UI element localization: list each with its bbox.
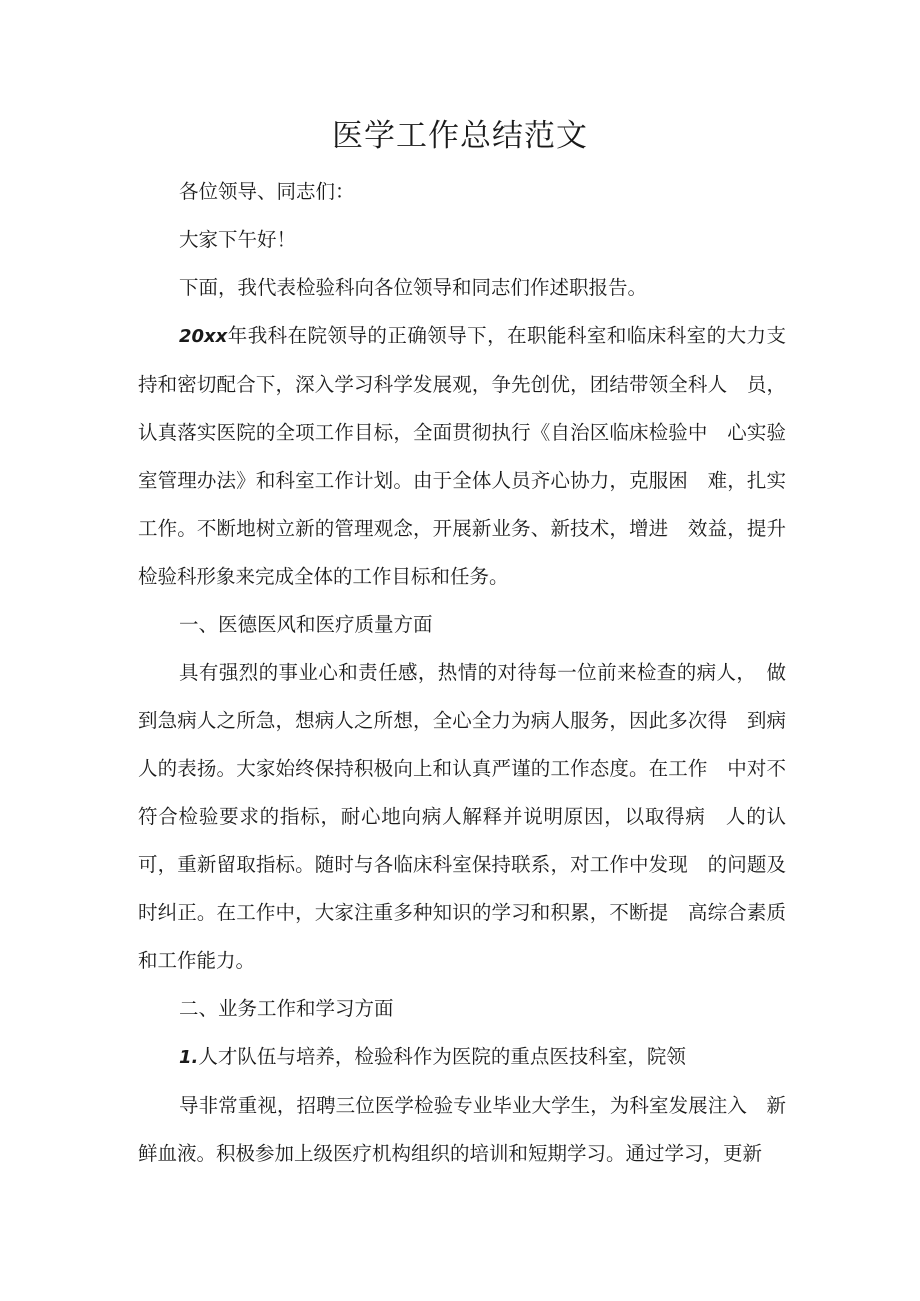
list-item-talent-text: 人才队伍与培养，检验科作为医院的重点医技科室，院领 bbox=[198, 1045, 686, 1068]
salutation-line: 大家下午好！ bbox=[179, 228, 297, 251]
section-heading-medical-ethics: 一、医德医风和医疗质量方面 bbox=[179, 613, 433, 636]
section-heading-business-study: 二、业务工作和学习方面 bbox=[179, 997, 394, 1020]
document-body bbox=[138, 168, 786, 1178]
year-label: 20xx bbox=[179, 326, 228, 347]
greeting-line: 各位领导、同志们： bbox=[179, 180, 355, 203]
item-number: 1. bbox=[179, 1047, 199, 1068]
list-item-talent bbox=[138, 1033, 786, 1082]
intro-paragraph: 下面，我代表检验科向各位领导和同志们作述职报告。 bbox=[179, 276, 648, 299]
paragraph-summary-text: 年我科在院领导的正确领导下，在职能科室和临床科室的大力支持和密切配合下，深入学习科学发展观，争先创优，团结带领全科人 员，认真落实医院的全项工作目标，全面贯彻执行《自治区临床检验中 心实验室管理办法》和科室工作计划。由于全体人员齐心协力，克服困 难，扎实工作。不断地树立新的管理观念，开展新业务、新技术，增进 效益，提升检验科形象来完成全体的工作目标和任务。 bbox=[138, 324, 786, 588]
document-title: 医学工作总结范文 bbox=[332, 118, 588, 154]
paragraph-summary bbox=[138, 312, 786, 601]
paragraph-medical-ethics: 具有强烈的事业心和责任感，热情的对待每一位前来检查的病人， 做到急病人之所急，想病人之所想，全心全力为病人服务，因此多次得 到病人的表扬。大家始终保持积极向上和认真严谨的工作态度。在工作 中对不符合检验要求的指标，耐心地向病人解释并说明原因，以取得病 人的认可，重新留取指标。随时与各临床科室保持联系，对工作中发现 的问题及时纠正。在工作中，大家注重多种知识的学习和积累，不断提 高综合素质和工作能力。 bbox=[138, 661, 786, 972]
paragraph-talent-continued: 导非常重视，招聘三位医学检验专业毕业大学生，为科室发展注入 新鲜血液。积极参加上级医疗机构组织的培训和短期学习。通过学习，更新 bbox=[138, 1094, 786, 1165]
